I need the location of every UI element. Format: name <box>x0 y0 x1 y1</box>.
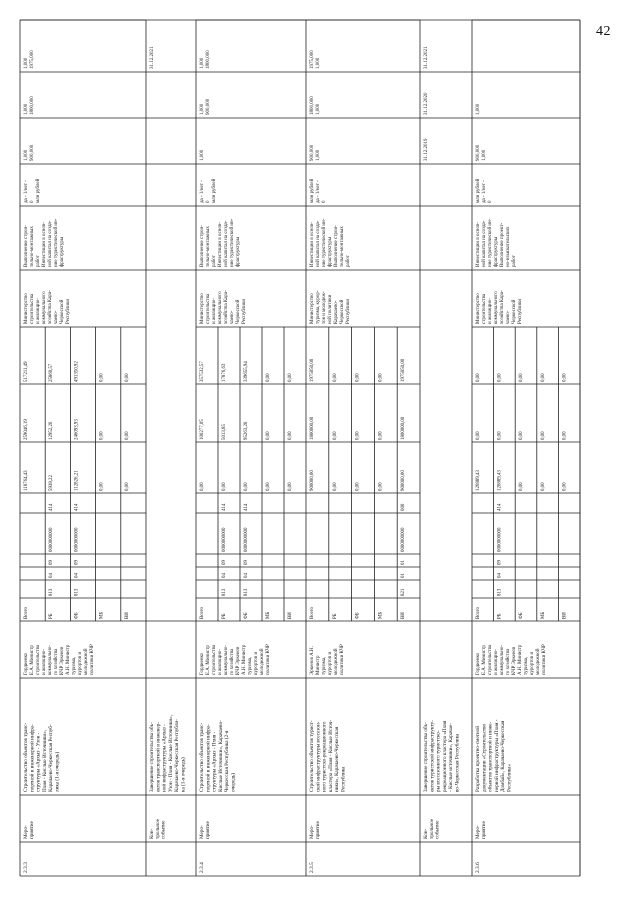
budget-cell-grbs: 813 <box>497 588 503 596</box>
budget-cell-y2019: 0,00 <box>355 482 361 491</box>
target-value-2020: 1,0001800,000 <box>24 96 35 115</box>
budget-cell-y2019: 0,00 <box>266 482 271 491</box>
budget-cell-y2021: 491350,92 <box>74 361 80 382</box>
budget-cell-grbs: 813 <box>74 588 80 596</box>
budget-cell-csr: 0000000000 <box>74 527 80 552</box>
budget-cell-vr: 414 <box>222 503 227 511</box>
item-unit: да - 1/нет -0млн рублей <box>24 178 41 203</box>
budget-cell-y2020: 0,00 <box>99 431 105 440</box>
budget-cell-rz: 01 <box>401 573 407 578</box>
budget-cell-src: РБ <box>49 613 55 619</box>
budget-cell-y2020: 0,00 <box>562 431 568 440</box>
item-number: 2.3.5 <box>309 862 315 873</box>
item-title: Строительство объектов транс-портной и инженерной инфра-структуры «Архыз - Пхия -Кислые Источники», Карачаево-Черкесская Республика (2-яочередь) <box>199 720 237 792</box>
budget-cell-y2020: 95263,20 <box>244 421 249 440</box>
budget-cell-y2020: 0,00 <box>476 431 481 440</box>
item-result: Выполнение строи-тельно-монтажныхработИнвестиции в основ-ной капитал на созда-ние туристической ин-фраструктуры <box>200 218 241 267</box>
budget-cell-y2021: 1975050,00 <box>401 358 407 382</box>
budget-cell-y2019: 112826,21 <box>74 470 80 491</box>
budget-cell-y2020: 0,00 <box>540 431 546 440</box>
budget-cell-y2019: 900000,00 <box>401 470 407 491</box>
budget-cell-y2020: 0,00 <box>332 431 338 440</box>
budget-cell-grbs: 813 <box>49 588 55 596</box>
item-executor: ГордиенкоЕ.А. Министрстроительстваи жилищно-коммунально-го хозяйстваКЧР ЭркеновА.Н. Министртуризма,курортов имолодежнойполитики КЧР <box>476 644 547 675</box>
budget-cell-pr: 09 <box>222 560 227 565</box>
budget-cell-y2020: 0,00 <box>519 431 525 440</box>
budget-cell-rz: 04 <box>244 573 249 578</box>
budget-cell-csr: 0000000000 <box>49 527 55 552</box>
page-number: 42 <box>596 24 611 39</box>
target-value-2021: 1,0001800,000 <box>200 50 211 69</box>
budget-cell-y2019: 126889,43 <box>497 470 503 491</box>
budget-cell-src: РБ <box>332 613 338 619</box>
item-executor: ГордиенкоЕ.А. Министрстроительстваи жилищно-коммунально-го хозяйстваКЧР ЭркеновА.Н. Министртуризма,курортов имолодежнойполитики КЧР <box>200 644 271 675</box>
budget-cell-y2019: 0,00 <box>378 482 384 491</box>
item-kind: Кон-трольноесобытие <box>149 818 167 839</box>
item-result: Инвестиции в основ-ной капитал на созда-ние туристической ин-фраструктурыВыполнение проект-но-изыскательскихработ <box>476 218 517 267</box>
budget-cell-src: ФБ <box>519 612 525 619</box>
budget-cell-pr: 09 <box>49 560 55 565</box>
budget-cell-vr: 414 <box>49 503 55 511</box>
control-date-2019: 31.12.2019 <box>424 138 429 161</box>
target-value-2019: 1,000900,000 <box>24 144 35 161</box>
budget-cell-y2021: 17876,63 <box>222 363 227 382</box>
budget-cell-y2021: 0,00 <box>332 373 338 382</box>
budget-cell-vr: 414 <box>497 503 503 511</box>
budget-cell-y2019: 0,00 <box>519 482 525 491</box>
control-date-2021: 31.12.2021 <box>424 46 429 69</box>
budget-cell-y2021: 357532,57 <box>200 361 205 382</box>
budget-cell-y2019: 5938,22 <box>49 475 55 491</box>
budget-cell-y2020: 0,00 <box>355 431 361 440</box>
item-responsible: Министерствотуризма, курор-тов и молодеж-ной политикиКарачаево-ЧеркесскойРеспублики <box>310 290 351 324</box>
budget-cell-csr: 0000000000 <box>244 527 249 552</box>
item-kind: Меро-приятие <box>309 821 321 839</box>
budget-cell-src: МБ <box>378 611 384 619</box>
budget-cell-rz: 04 <box>74 573 80 578</box>
budget-cell-src: Всего <box>200 607 205 619</box>
budget-cell-pr: 01 <box>401 560 407 565</box>
budget-cell-y2019: 0,00 <box>222 482 227 491</box>
item-responsible: Министерствостроительстваи жилищно-коммунальногохозяйства Кара-чаево-ЧеркесскойРеспублики <box>476 290 523 324</box>
budget-cell-src: Всего <box>476 607 481 619</box>
budget-cell-y2020: 0,00 <box>266 431 271 440</box>
budget-cell-y2021: 0,00 <box>99 373 105 382</box>
budget-cell-y2021: 339655,94 <box>244 361 249 382</box>
budget-cell-y2020: 1800000,00 <box>401 416 407 440</box>
budget-cell-y2021: 0,00 <box>378 373 384 382</box>
budget-cell-y2020: 0,00 <box>124 431 130 440</box>
budget-cell-y2020: 0,00 <box>288 431 293 440</box>
budget-cell-src: ВИ <box>288 612 293 619</box>
budget-cell-y2020: 0,00 <box>497 431 503 440</box>
budget-cell-y2020: 1800000,00 <box>310 416 315 440</box>
budget-cell-y2020: 5013,85 <box>222 424 227 440</box>
item-unit: да - 1/нет -0млн рублей <box>200 178 217 203</box>
control-date-2021: 31.12.2021 <box>150 46 155 69</box>
target-value-2019: 900,0001,000 <box>310 144 321 161</box>
item-title: Завершение строительства объ-ектов транспортной и инженер-ной инфраструктуры «Архыз -Узон - Пхия - Кислые Источники»,Карачаево-Черкесская Республи-ка (1-я очередь) <box>149 714 187 792</box>
item-title: Разработка проектно-сметнойдокументации «Строительствообъектов транспортной и инже-нерной инфраструктуры «Пхия -Домбай», Карачаево-ЧеркесскаяРеспублика» <box>475 719 513 792</box>
budget-cell-y2021: 517211,49 <box>24 361 29 382</box>
target-value-2020: 1,000900,000 <box>200 98 211 115</box>
budget-cell-src: МБ <box>540 611 546 619</box>
item-number: 2.3.3 <box>23 862 29 873</box>
item-executor: Эркенов А.Н.Министртуризма,курортов имолодежнойполитики КЧР <box>310 644 345 675</box>
item-number: 2.3.4 <box>199 862 205 873</box>
budget-cell-vr: 000 <box>401 503 407 511</box>
budget-cell-y2019: 118764,43 <box>24 470 29 491</box>
budget-cell-y2019: 0,00 <box>332 482 338 491</box>
budget-cell-y2021: 25860,57 <box>49 363 55 382</box>
budget-cell-y2021: 0,00 <box>519 373 525 382</box>
budget-cell-y2021: 0,00 <box>497 373 503 382</box>
budget-cell-src: ВИ <box>562 612 568 619</box>
item-result: Инвестиции в основ-ной капитал на созда-ние туристической ин-фраструктурыВыполнение строи-тельно-монтажныхработ <box>310 218 351 267</box>
budget-cell-y2019: 0,00 <box>200 482 205 491</box>
budget-cell-vr: 414 <box>74 503 80 511</box>
budget-cell-src: Всего <box>310 607 315 619</box>
budget-cell-src: ВИ <box>401 612 407 619</box>
item-title: Строительство объектов транс-портной и инженерной инфра-структуры «Архыз - Узон -Пхия - Кислые Источники»,Карачаево-Черкесская Респуб-лика (1-я очередь) <box>23 722 61 792</box>
budget-cell-src: РБ <box>222 613 227 619</box>
budget-cell-y2019: 900000,00 <box>310 470 315 491</box>
budget-cell-rz: 04 <box>497 573 503 578</box>
budget-cell-y2020: 259046,19 <box>24 419 29 440</box>
item-result: Выполнение строи-тельно-монтажныхработИнвестиции в основ-ной капитал на созда-ние туристической ин-фраструктуры <box>24 218 65 267</box>
budget-cell-src: ФБ <box>244 612 249 619</box>
budget-cell-y2019: 126889,43 <box>476 470 481 491</box>
budget-cell-y2021: 0,00 <box>288 373 293 382</box>
budget-cell-csr: 0000000000 <box>497 527 503 552</box>
target-value-2019: 1,000 <box>200 149 205 161</box>
budget-cell-y2021: 0,00 <box>476 373 481 382</box>
control-date-2020: 31.12.2020 <box>424 92 429 115</box>
budget-cell-y2019: 0,00 <box>99 482 105 491</box>
budget-cell-y2019: 0,00 <box>540 482 546 491</box>
budget-cell-src: МБ <box>99 611 105 619</box>
budget-cell-pr: 09 <box>244 560 249 565</box>
budget-cell-grbs: 821 <box>401 588 407 596</box>
target-value-2019: 900,0001,000 <box>476 144 487 161</box>
item-kind: Меро-приятие <box>199 821 211 839</box>
item-unit: млн рублейда - 1/нет -0 <box>310 178 327 203</box>
budget-cell-grbs: 813 <box>222 588 227 596</box>
budget-cell-src: Всего <box>24 607 29 619</box>
target-value-2020: 1800,0001,000 <box>310 96 321 115</box>
budget-cell-rz: 04 <box>222 573 227 578</box>
item-kind: Кон-трольноесобытие <box>423 818 441 839</box>
budget-cell-y2019: 0,00 <box>288 482 293 491</box>
budget-cell-y2021: 0,00 <box>124 373 130 382</box>
budget-cell-y2019: 0,00 <box>562 482 568 491</box>
target-value-2021: 1,0001975,000 <box>24 50 35 69</box>
item-title: Строительство объектов турист-ской инфраструктуры всесезон-ного туристско-рекреационногокластера «Пхия - Кислые Источ-ники», Карачаево-ЧеркесскаяРеспублика <box>309 719 347 792</box>
budget-cell-y2021: 0,00 <box>562 373 568 382</box>
budget-cell-src: ВИ <box>124 612 130 619</box>
budget-cell-y2019: 0,00 <box>244 482 249 491</box>
budget-cell-y2019: 0,00 <box>124 482 130 491</box>
item-responsible: Министерствостроительстваи жилищно-коммунальногохозяйства Кара-чаево-ЧеркесскойРеспублики <box>200 290 247 324</box>
budget-cell-pr: 09 <box>74 560 80 565</box>
budget-cell-pr: 09 <box>497 560 503 565</box>
budget-cell-y2020: 12952,26 <box>49 421 55 440</box>
table-cells <box>22 46 567 873</box>
item-title: Завершение строительства объ-ектов туристской инфраструкту-ры всесезонного туристско-рекреационного кластера «Пхия- Кислые источники», Карачае-во-Черкесская Республика <box>423 720 461 792</box>
budget-cell-y2020: 0,00 <box>378 431 384 440</box>
budget-cell-src: МБ <box>266 611 271 619</box>
item-responsible: Министерствостроительстваи жилищно-коммунальногохозяйства Кара-чаево-ЧеркесскойРеспублики <box>24 290 71 324</box>
budget-cell-src: ФБ <box>74 612 80 619</box>
budget-cell-y2021: 0,00 <box>266 373 271 382</box>
budget-cell-grbs: 813 <box>244 588 249 596</box>
budget-cell-csr: 0000000000 <box>222 527 227 552</box>
target-value-2021: 1975,0001,000 <box>310 50 321 69</box>
budget-cell-src: РБ <box>497 613 503 619</box>
budget-cell-csr: 0000000000 <box>401 527 407 552</box>
budget-cell-y2021: 1975050,00 <box>310 358 315 382</box>
item-executor: ГордиенкоЕ.А. Министрстроительстваи жилищно-коммунально-го хозяйстваКЧР ЭркеновА.Н. Министртуризма,курортов имолодежнойполитики КЧР <box>24 644 95 675</box>
target-value-2020: 1,000 <box>476 103 481 115</box>
budget-cell-y2021: 0,00 <box>355 373 361 382</box>
budget-cell-y2021: 0,00 <box>540 373 546 382</box>
item-unit: млн рублейда - 1/нет -0 <box>476 178 493 203</box>
item-kind: Меро-приятие <box>23 821 35 839</box>
budget-cell-src: ФБ <box>355 612 361 619</box>
budget-cell-y2020: 100277,05 <box>200 419 205 440</box>
budget-cell-vr: 414 <box>244 503 249 511</box>
budget-cell-y2020: 246093,93 <box>74 419 80 440</box>
budget-cell-rz: 04 <box>49 573 55 578</box>
item-number: 2.3.6 <box>475 862 481 873</box>
item-kind: Меро-приятие <box>475 821 487 839</box>
